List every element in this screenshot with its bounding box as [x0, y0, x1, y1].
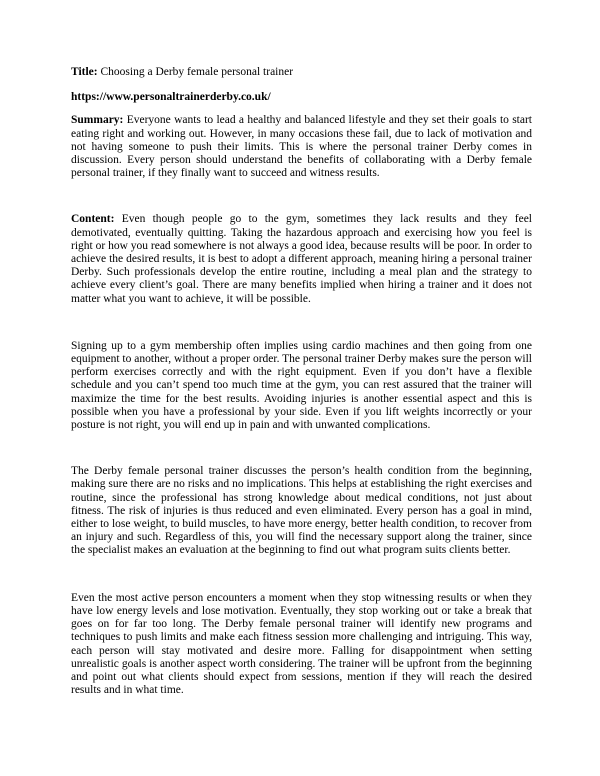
summary-text: Everyone wants to lead a healthy and balanced lifestyle and they set their goals to start eating right and working out. However, in many occasions these fail, due to lack of motivation and not having someone to push their limits. This is where the personal trainer Derby comes in discussion. Every person should understand the benefits of collaborating with a Derby female personal trainer, if they finally want to succeed and witness results.: [71, 114, 532, 180]
summary-paragraph: [71, 114, 532, 180]
body-paragraph-2: The Derby female personal trainer discusses the person’s health condition from the beginning, making sure there are no risks and no implications. This helps at establishing the right exercises and routine, since the professional has strong knowledge about medical conditions, not just about fitness. The risk of injuries is thus reduced and even eliminated. Every person has a goal in mind, either to lose weight, to build muscles, to have more energy, better health condition, to recover from an injury and such. Regardless of this, you will find the necessary support along the trainer, since the specialist makes an evaluation at the beginning to find out what program suits clients better.: [71, 465, 532, 557]
title-text: Choosing a Derby female personal trainer: [100, 66, 294, 78]
url-line: https://www.personaltrainerderby.co.uk/: [71, 91, 271, 104]
body-paragraph-3: Even the most active person encounters a moment when they stop witnessing results or when they have low energy levels and lose motivation. Eventually, they stop working out or take a break that goes on for far too long. The Derby female personal trainer will identify new programs and techniques to push limits and make each fitness session more challenging and intriguing. This way, each person will stay motivated and desire more. Falling for disappointment when setting unrealistic goals is another aspect worth considering. The trainer will be upfront from the beginning and point out what clients should expect from sessions, mention if they will reach the desired results and in what time.: [71, 591, 532, 697]
body-paragraph-1: Signing up to a gym membership often implies using cardio machines and then going from one equipment to another, without a proper order. The personal trainer Derby makes sure the person will perform exercises correctly and with the right equipment. Even if you don’t have a flexible schedule and you can’t spend too much time at the gym, you can rest assured that the trainer will maximize the time for the best results. Avoiding injuries is another essential aspect and this is possible when you have a professional by your side. Even if you lift weights incorrectly or your posture is not right, you will end up in pain and with unwanted complications.: [71, 339, 532, 432]
spacer: [71, 306, 532, 340]
spacer: [71, 432, 532, 465]
summary-label: Summary:: [71, 114, 124, 127]
document-page: [71, 66, 532, 697]
spacer: [71, 180, 532, 213]
spacer: [71, 558, 532, 592]
content-paragraph: [71, 213, 532, 305]
title-line: [71, 66, 532, 79]
content-text: Even though people go to the gym, sometimes they lack results and they feel demotivated, eventually quitting. Taking the hazardous approach and exercising how you feel is right or how you read somewhere is not always a good idea, because results will be poor. In order to achieve the desired results, it is best to adopt a different approach, meaning hiring a personal trainer Derby. Such professionals develop the entire routine, including a meal plan and the strategy to achieve every client’s goal. There are many benefits implied when hiring a trainer and it does not matter what you want to achieve, it will be possible.: [71, 213, 532, 305]
title-label: Title:: [71, 66, 98, 78]
content-label: Content:: [71, 213, 115, 226]
